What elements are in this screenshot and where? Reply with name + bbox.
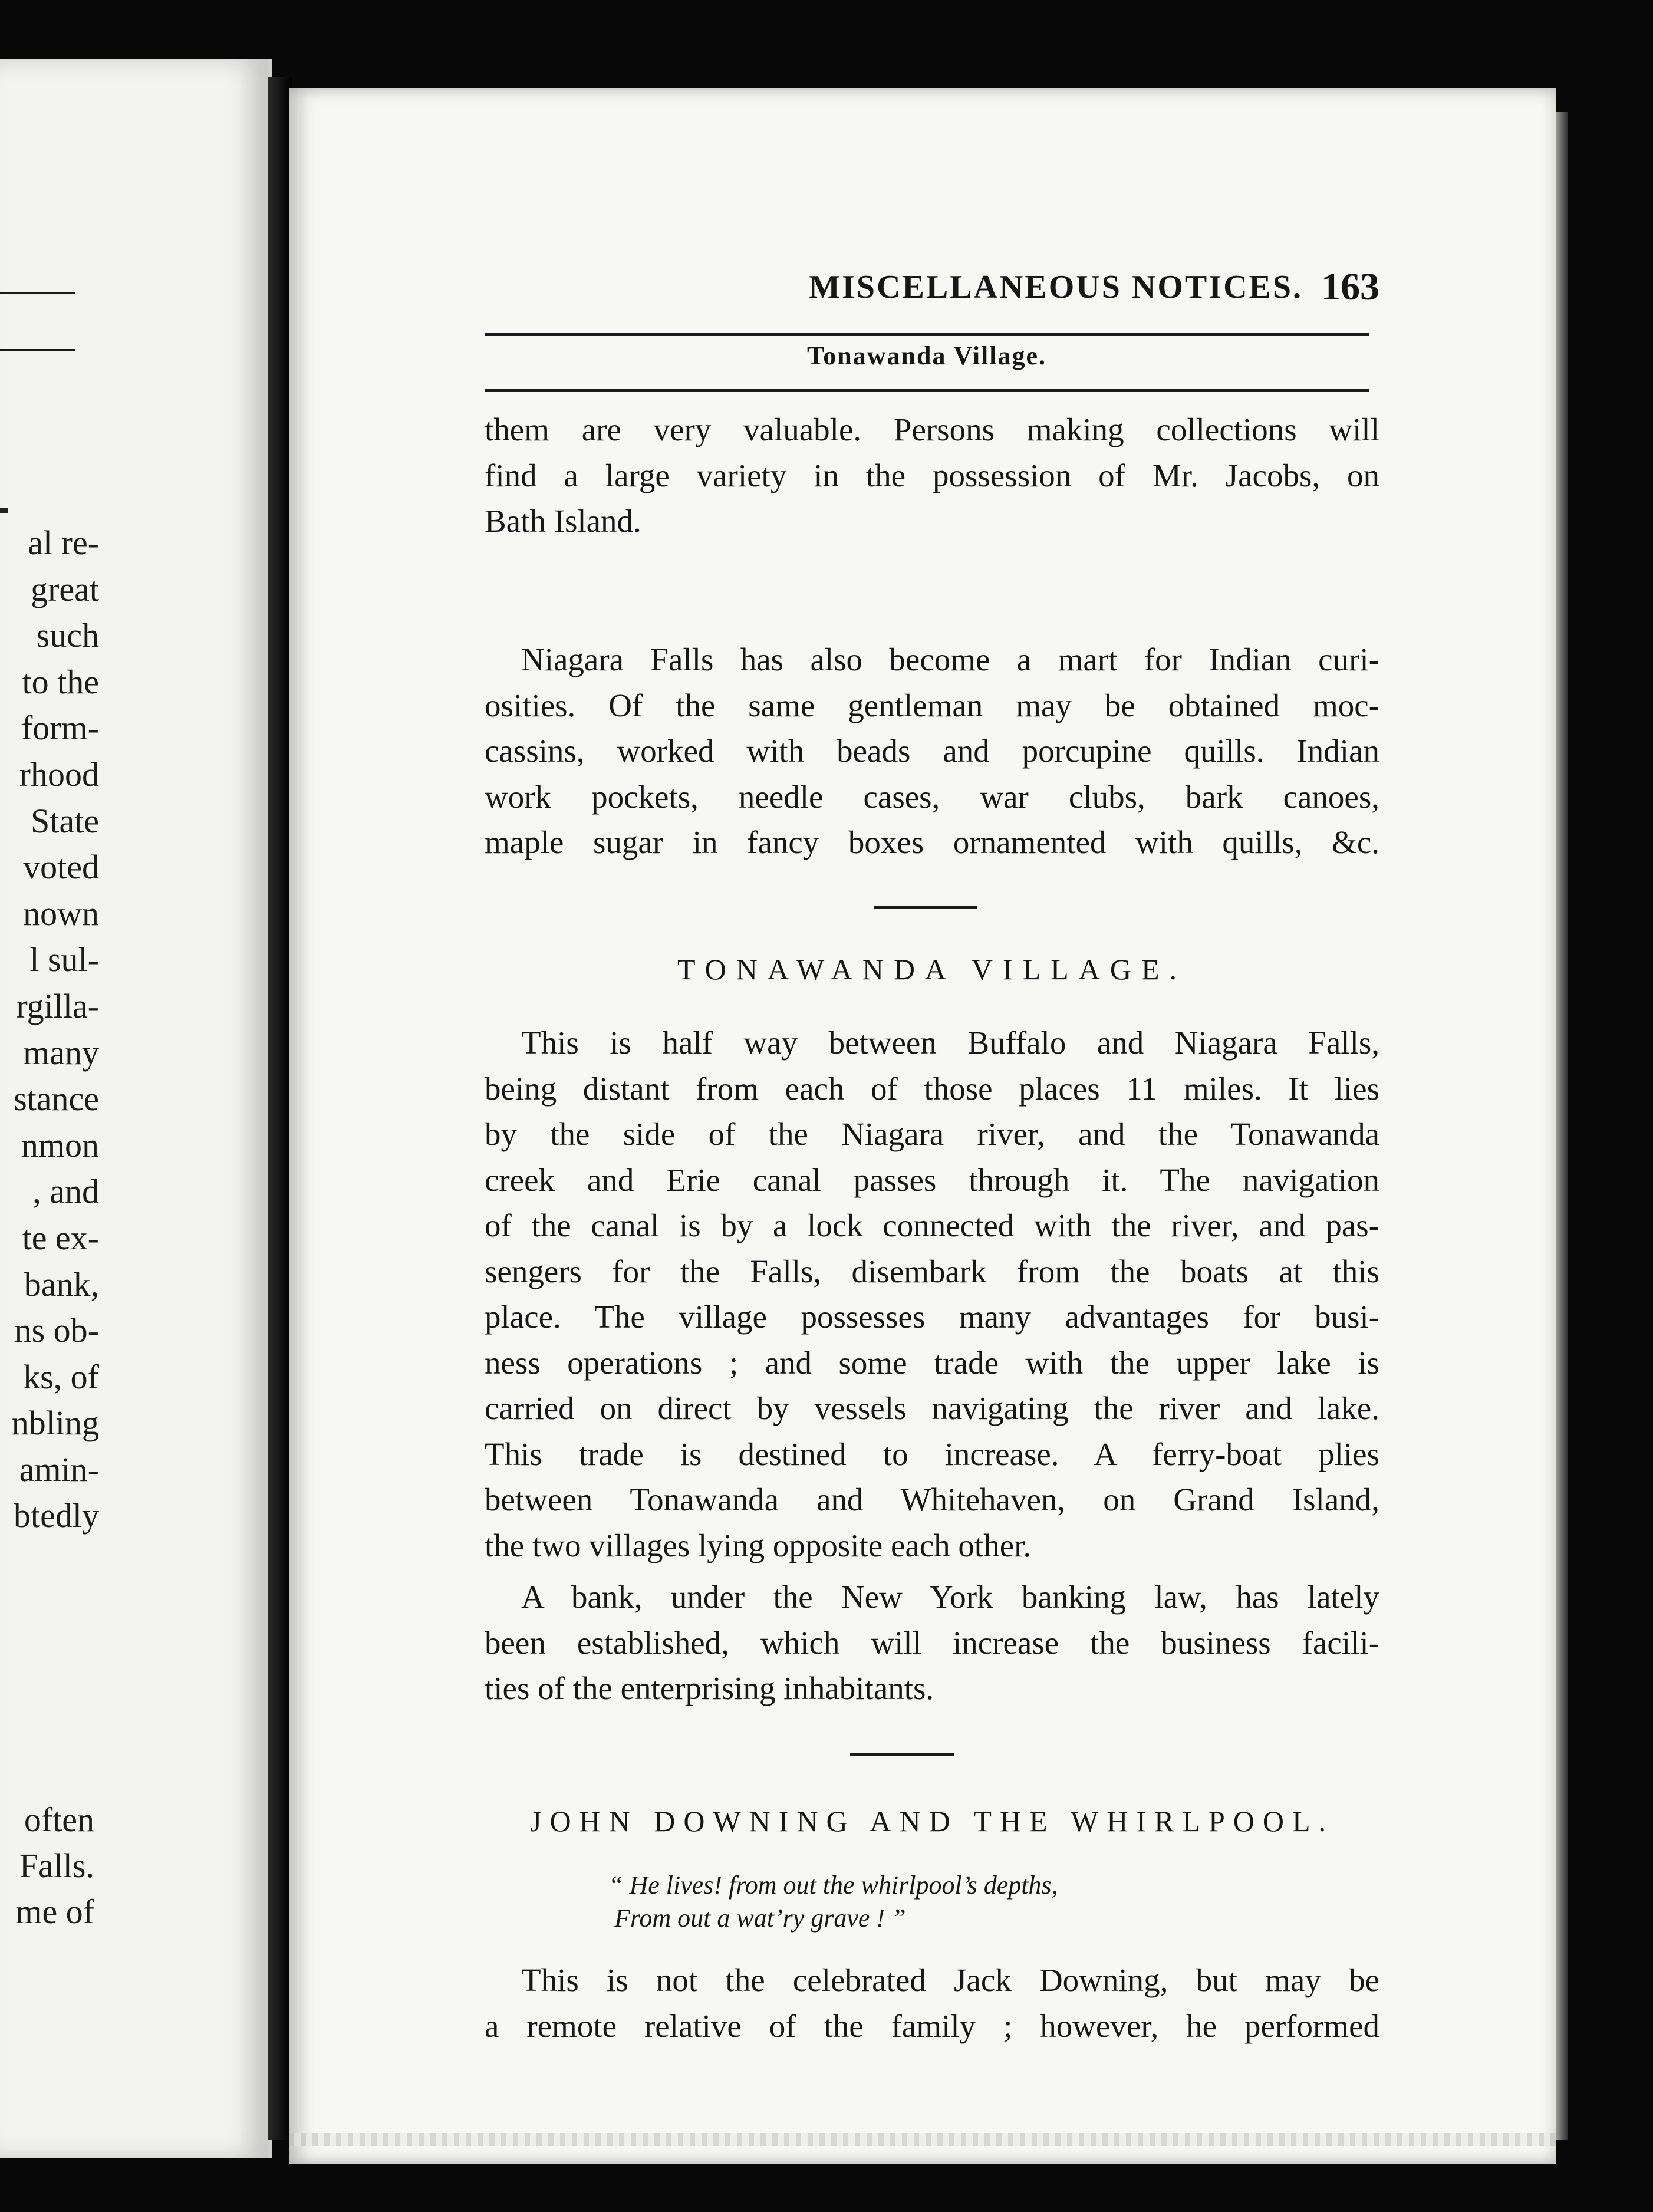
left-facing-page [0,59,272,2158]
paragraph-collections [485,407,1379,544]
left-line: many [23,1033,99,1072]
page-bottom-edge [289,2133,1556,2146]
left-line: stance [14,1079,99,1118]
right-page [289,88,1556,2164]
text-line: by the side of the Niagara river, and the Tonawanda [485,1116,1379,1152]
left-line: l sul- [29,940,99,979]
paragraph-tonawanda [485,1020,1379,1568]
text-line: osities. Of the same gentleman may be obtained moc- [485,687,1379,723]
text-line: a remote relative of the family ; however, he performed [485,2007,1379,2044]
text-line: the two villages lying opposite each other. [485,1527,1032,1563]
section-divider [850,1753,954,1756]
text-line: being distant from each of those places 11 miles. It lies [485,1070,1379,1107]
left-line: bank, [24,1265,99,1304]
page-header [485,265,1379,315]
text-line: maple sugar in fancy boxes ornamented with quills, &c. [485,824,1379,860]
left-line: State [31,801,99,840]
left-line: ks, of [23,1357,99,1396]
article-title-downing: JOHN DOWNING AND THE WHIRLPOOL. [529,1805,1335,1838]
paragraph-bank [485,1574,1379,1711]
text-line: This is half way between Buffalo and Niagara Falls, [521,1025,1379,1061]
left-line: form- [21,709,99,748]
left-line: such [36,616,99,655]
text-line: work pockets, needle cases, war clubs, bark canoes, [485,778,1379,815]
left-line: ns ob- [14,1311,99,1350]
text-line: place. The village possesses many advantages for busi- [485,1299,1379,1335]
page-number: 163 [1321,265,1379,308]
text-line: between Tonawanda and Whitehaven, on Grand Island, [485,1482,1379,1518]
text-line: ness operations ; and some trade with the upper lake is [485,1344,1379,1381]
left-line: Falls. [19,1846,94,1885]
left-page-rule-bottom [0,349,75,351]
left-line: te ex- [22,1218,99,1257]
text-line: sengers for the Falls, disembark from the boats at this [485,1253,1379,1289]
header-rule-top [485,333,1369,336]
left-line: amin- [19,1450,99,1489]
left-line: often [24,1800,94,1839]
header-rule-bottom [485,389,1369,392]
paragraph-curiosities [485,637,1379,865]
text-line: This is not the celebrated Jack Downing, but may be [521,1962,1379,1998]
left-line: nown [23,894,99,933]
left-page-rule-top [0,292,75,294]
paragraph-downing [485,1957,1379,2049]
epigraph [485,1869,1379,1935]
text-line: A bank, under the New York banking law, has lately [521,1579,1379,1615]
text-line: creek and Erie canal passes through it. The navigation [485,1161,1379,1198]
text-line: of the canal is by a lock connected with the river, and pas- [485,1207,1379,1243]
epigraph-line: “ He lives! from out the whirlpool’s depths, [608,1871,1058,1900]
left-page-text-column [0,520,99,1539]
article-title-tonawanda: TONAWANDA VILLAGE. [677,953,1187,986]
left-line: nmon [21,1125,99,1164]
text-line: find a large variety in the possession of Mr. Jacobs, on [485,457,1379,493]
left-line: voted [23,848,99,887]
text-line: cassins, worked with beads and porcupine quills. Indian [485,733,1379,769]
left-page-text-column-bottom [0,1797,94,1935]
left-line: al re- [28,524,99,562]
text-line: Bath Island. [485,503,641,539]
text-line: them are very valuable. Persons making collections will [485,412,1379,447]
running-head: MISCELLANEOUS NOTICES. [809,269,1303,305]
left-line: me of [15,1892,94,1931]
epigraph-line: From out a wat’ry grave ! ” [614,1904,906,1933]
section-heading: Tonawanda Village. [806,341,1047,370]
left-line: nbling [11,1404,99,1443]
book-gutter [268,77,292,2140]
left-page-mark [0,508,8,513]
left-line: rgilla- [16,986,99,1025]
text-line: carried on direct by vessels navigating the river and lake. [485,1390,1379,1426]
left-line: rhood [19,755,99,794]
left-line: to the [22,662,99,701]
left-line: great [31,570,99,608]
text-line: This trade is destined to increase. A ferry-boat plies [485,1436,1379,1472]
left-line: , and [32,1172,99,1211]
left-line: btedly [14,1496,99,1535]
text-line: ties of the enterprising inhabitants. [485,1670,934,1706]
section-divider [874,906,977,909]
page-stack-edge [1556,112,1568,2140]
text-line: been established, which will increase the business facili- [485,1624,1379,1661]
text-line: Niagara Falls has also become a mart for Indian curi- [521,641,1379,677]
